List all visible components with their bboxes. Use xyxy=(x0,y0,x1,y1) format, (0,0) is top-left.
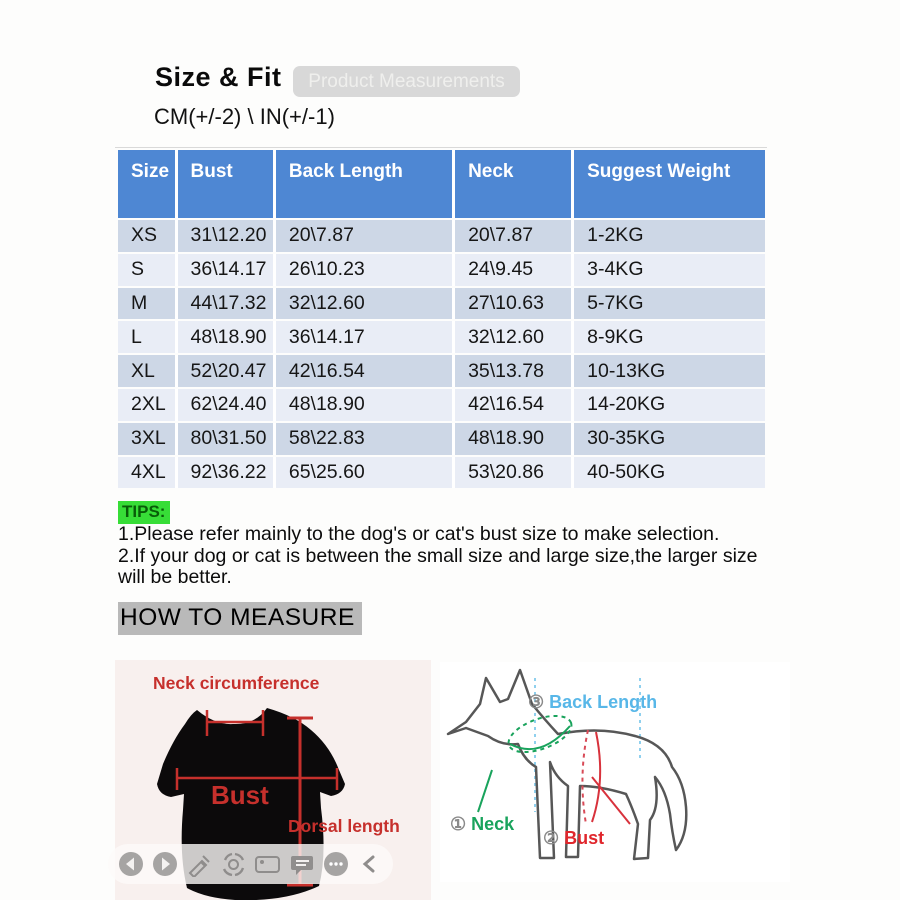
table-cell: S xyxy=(118,254,178,286)
table-cell: 44\17.32 xyxy=(178,288,276,320)
how-to-measure-heading: HOW TO MEASURE xyxy=(118,602,362,635)
dog-measure-image xyxy=(440,662,790,882)
tip-item: 1.Please refer mainly to the dog's or cat's bust size to make selection. xyxy=(118,523,720,545)
table-cell: 48\18.90 xyxy=(276,389,455,421)
bust-girth-marks xyxy=(582,730,630,824)
page-title: Size & Fit xyxy=(155,62,282,92)
size-table xyxy=(118,150,765,490)
table-cell: 2XL xyxy=(118,389,178,421)
product-measurements-tab[interactable]: Product Measurements xyxy=(293,66,520,97)
table-cell: 1-2KG xyxy=(574,220,765,252)
table-cell: 42\16.54 xyxy=(455,389,574,421)
table-cell: 40-50KG xyxy=(574,457,765,489)
table-cell: 3-4KG xyxy=(574,254,765,286)
table-cell: M xyxy=(118,288,178,320)
table-cell: 14-20KG xyxy=(574,389,765,421)
table-cell: 26\10.23 xyxy=(276,254,455,286)
table-cell: 27\10.63 xyxy=(455,288,574,320)
table-cell: 53\20.86 xyxy=(455,457,574,489)
table-row xyxy=(118,321,765,353)
table-cell: 3XL xyxy=(118,423,178,455)
table-row xyxy=(118,254,765,286)
table-cell: 52\20.47 xyxy=(178,355,276,387)
table-cell: 65\25.60 xyxy=(276,457,455,489)
tips-badge: TIPS: xyxy=(118,501,170,524)
table-cell: XL xyxy=(118,355,178,387)
table-cell: 58\22.83 xyxy=(276,423,455,455)
table-row xyxy=(118,423,765,455)
table-cell: 36\14.17 xyxy=(276,321,455,353)
table-cell: 20\7.87 xyxy=(276,220,455,252)
table-cell: 24\9.45 xyxy=(455,254,574,286)
collapse-chevron-icon[interactable] xyxy=(356,851,383,878)
column-header: Neck xyxy=(455,150,574,218)
table-cell: 92\36.22 xyxy=(178,457,276,489)
floating-toolbar xyxy=(108,844,393,884)
divider xyxy=(115,147,767,148)
table-row xyxy=(118,457,765,489)
table-cell: 42\16.54 xyxy=(276,355,455,387)
table-cell: 62\24.40 xyxy=(178,389,276,421)
dog-neck-label: ① Neck xyxy=(450,814,515,834)
tips-list xyxy=(118,524,766,589)
message-icon[interactable] xyxy=(288,851,315,878)
dog-diagram xyxy=(440,662,790,882)
dorsal-length-label: Dorsal length xyxy=(288,816,400,836)
table-header-row xyxy=(118,150,765,218)
table-cell: 31\12.20 xyxy=(178,220,276,252)
table-cell: 8-9KG xyxy=(574,321,765,353)
play-icon[interactable] xyxy=(152,851,179,878)
column-header: Suggest Weight xyxy=(574,150,765,218)
back-icon[interactable] xyxy=(118,851,145,878)
table-cell: L xyxy=(118,321,178,353)
table-cell: XS xyxy=(118,220,178,252)
table-row xyxy=(118,288,765,320)
neck-circumference-label: Neck circumference xyxy=(153,673,320,693)
more-icon[interactable] xyxy=(322,851,349,878)
table-row xyxy=(118,220,765,252)
dog-bust-label: ② Bust xyxy=(543,828,605,848)
table-row xyxy=(118,355,765,387)
bust-label: Bust xyxy=(211,780,269,810)
table-cell: 36\14.17 xyxy=(178,254,276,286)
table-cell: 32\12.60 xyxy=(455,321,574,353)
column-header: Size xyxy=(118,150,178,218)
table-cell: 10-13KG xyxy=(574,355,765,387)
pencil-icon[interactable] xyxy=(186,851,213,878)
column-header: Back Length xyxy=(276,150,455,218)
units-note: CM(+/-2) \ IN(+/-1) xyxy=(154,104,335,129)
table-cell: 4XL xyxy=(118,457,178,489)
table-row xyxy=(118,389,765,421)
table-cell: 48\18.90 xyxy=(455,423,574,455)
table-cell: 32\12.60 xyxy=(276,288,455,320)
tip-item: 2.If your dog or cat is between the small size and large size,the larger size will be better. xyxy=(118,544,758,588)
table-cell: 35\13.78 xyxy=(455,355,574,387)
table-cell: 30-35KG xyxy=(574,423,765,455)
screen-record-icon[interactable] xyxy=(254,851,281,878)
dog-back-length-label: ③ Back Length xyxy=(528,692,658,712)
table-cell: 48\18.90 xyxy=(178,321,276,353)
table-cell: 5-7KG xyxy=(574,288,765,320)
table-cell: 80\31.50 xyxy=(178,423,276,455)
column-header: Bust xyxy=(178,150,276,218)
table-cell: 20\7.87 xyxy=(455,220,574,252)
rotate-icon[interactable] xyxy=(220,851,247,878)
